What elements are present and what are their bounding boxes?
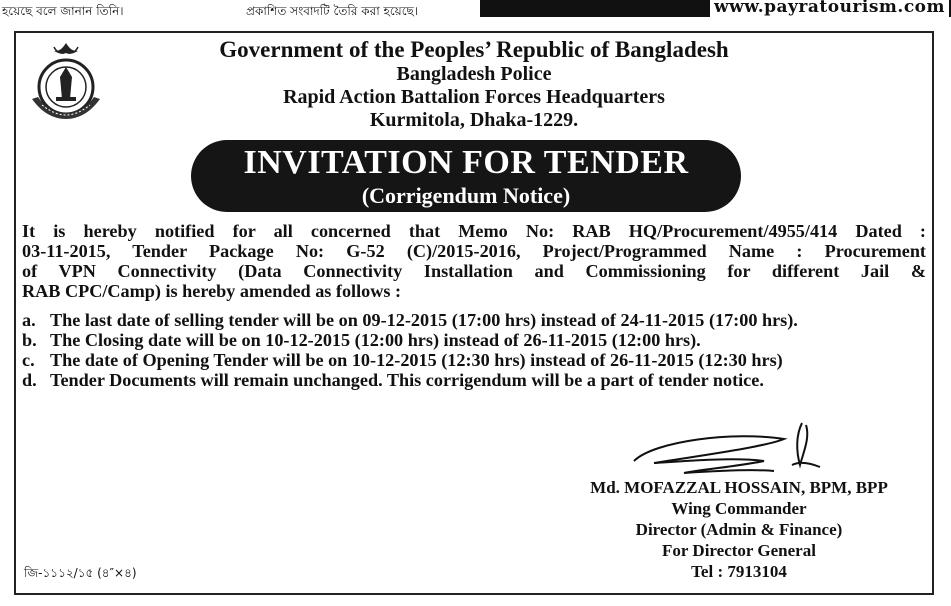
top-url-text: www.payratourism.com <box>710 0 949 17</box>
header-rab: Rapid Action Battalion Forces Headquarters <box>283 86 665 108</box>
item-marker: d. <box>22 370 37 390</box>
newspaper-top-strip <box>0 0 951 24</box>
list-item <box>22 350 926 370</box>
header-police: Bangladesh Police <box>396 63 552 85</box>
signature-icon <box>614 421 824 483</box>
notice-body <box>22 221 926 390</box>
intro-paragraph <box>22 221 926 301</box>
intro-line: of VPN Connectivity (Data Connectivity Installation and Commissioning for different Jail & <box>22 261 926 281</box>
signer-title: Director (Admin & Finance) <box>635 520 843 539</box>
item-text: The last date of selling tender will be on 09-12-2015 (17:00 hrs) instead of 24-11-2015 (17:00 hrs). <box>50 310 798 330</box>
header-address: Kurmitola, Dhaka-1229. <box>369 109 579 131</box>
notice-header <box>16 37 932 132</box>
item-marker: c. <box>22 350 35 370</box>
intro-line: 03-11-2015, Tender Package No: G-52 (C)/2015-2016, Project/Programmed Name : Procurement <box>22 241 926 261</box>
top-ad-band <box>480 0 951 17</box>
top-mid-text: প্রকাশিত সংবাদটি তৈরি করা হয়েছে। <box>246 4 419 18</box>
list-item <box>22 310 926 330</box>
item-marker: b. <box>22 330 37 350</box>
intro-line: It is hereby notified for all concerned that Memo No: RAB HQ/Procurement/4955/414 Dated : <box>22 221 926 241</box>
item-text: Tender Documents will remain unchanged. This corrigendum will be a part of tender notice. <box>50 370 764 390</box>
tender-notice <box>14 31 934 595</box>
signer-block <box>556 477 922 582</box>
list-item <box>22 370 926 390</box>
list-item <box>22 330 926 350</box>
tender-banner <box>191 140 741 212</box>
footer-code: জি-১১১২/১৫ (৪″×৪) <box>24 566 137 580</box>
amendment-list <box>22 310 926 390</box>
item-marker: a. <box>22 310 36 330</box>
intro-line: RAB CPC/Camp) is hereby amended as follows : <box>22 281 402 301</box>
item-text: The date of Opening Tender will be on 10-12-2015 (12:30 hrs) instead of 26-11-2015 (12:30 hrs) <box>50 350 783 370</box>
banner-title: INVITATION FOR TENDER <box>243 144 689 181</box>
item-text: The Closing date will be on 10-12-2015 (12:00 hrs) instead of 26-11-2015 (12:00 hrs). <box>50 330 701 350</box>
top-left-text: হয়েছে বলে জানান তিনি। <box>2 4 124 18</box>
banner-subtitle: (Corrigendum Notice) <box>361 183 571 208</box>
signer-for: For Director General <box>662 541 816 560</box>
signer-tel: Tel : 7913104 <box>691 562 787 581</box>
signer-rank: Wing Commander <box>671 499 807 518</box>
header-government: Government of the Peoples’ Republic of Bangladesh <box>219 37 729 62</box>
signer-name: Md. MOFAZZAL HOSSAIN, BPM, BPP <box>590 478 888 497</box>
